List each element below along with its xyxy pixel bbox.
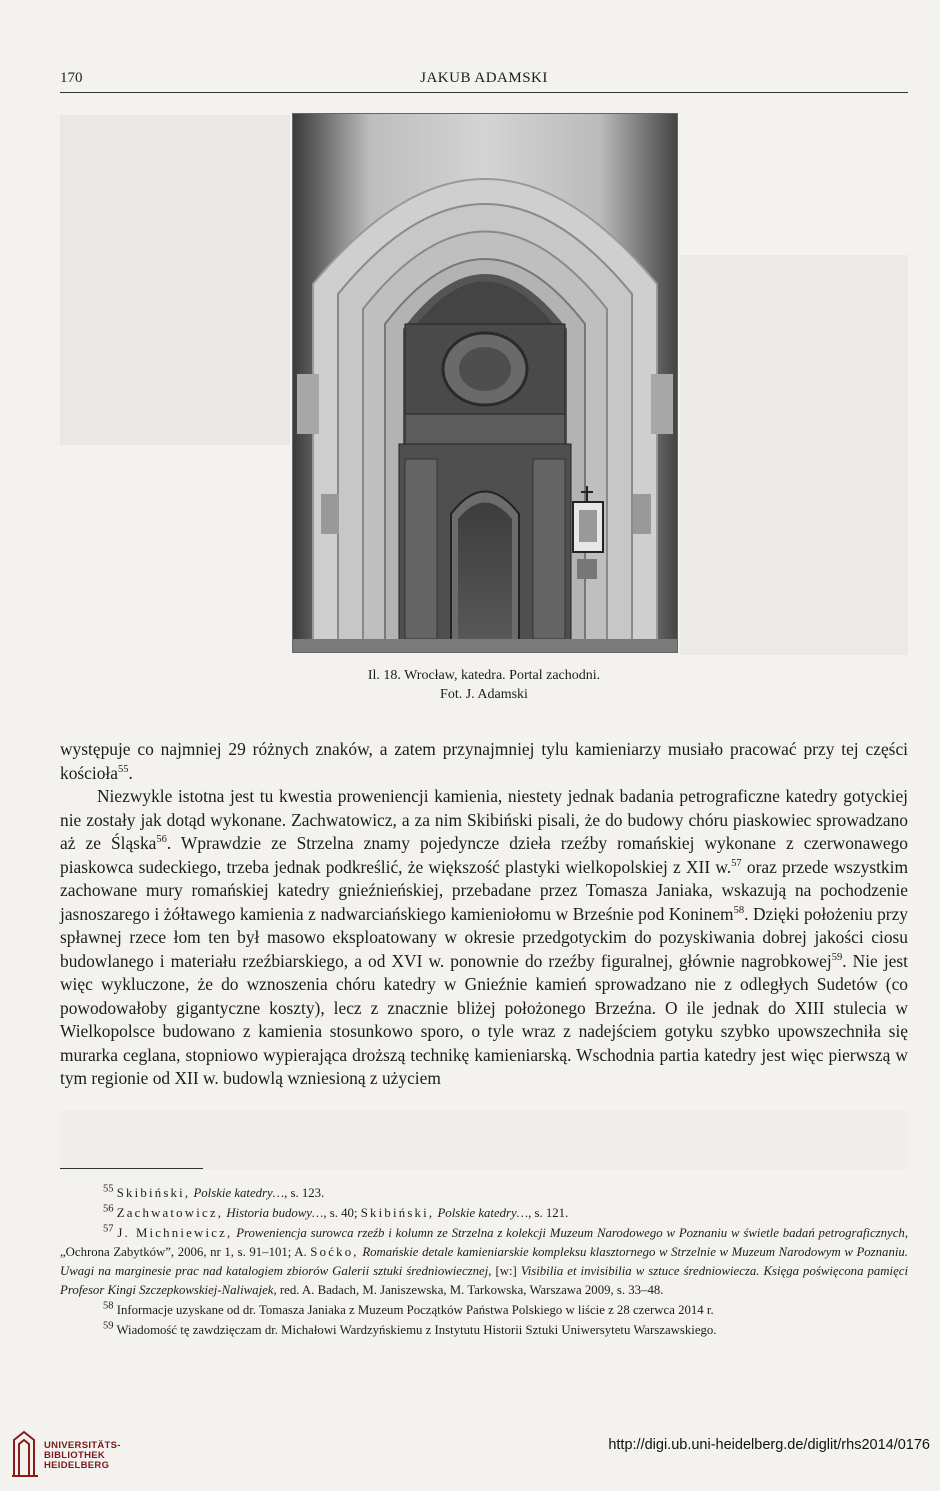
running-head-author: JAKUB ADAMSKI — [420, 70, 548, 86]
page-number: 170 — [60, 70, 83, 86]
footnote-55: $^{55}$ Skibiński, Polskie katedry…, s. 123. — [103, 1183, 325, 1200]
cathedral-portal-photo — [292, 113, 678, 653]
footnote-56: $^{56}$ Zachwatowicz, Historia budowy…, s. 40; Skibiński, Polskie katedry…, s. 121. — [103, 1203, 569, 1220]
paragraph-2: Niezwykle istotna jest tu kwestia proweniencji kamienia, niestety jednak badania petrograficzne katedry gotyckiej nie zostały jak dotąd wykonane. Zachwatowicz, a za nim Skibiński pisali, że do budowy chóru piaskowiec sprowadzano aż ze Śląska$^{56}$. Wprawdzie ze Strzelna znamy pojedyncze dzieła rzeźby romańskiej wykonane z czerwonawego piaskowca sudeckiego, trzeba jednak podkreślić, że większość plastyki wielkopolskiej z XII w.$^{57}$ oraz przede wszystkim zachowane mury romańskiej katedry gnieźnieńskiej, przebadane przez Tomasza Janiaka, wskazują na pochodzenie jasnoszarego i żółtawego kamienia z nadwarciańskiego kamieniołomu w Brześnie pod Koninem$^{58}$. Dzięki położeniu przy spławnej rzece łom ten był masowo eksploatowany w okresie przedgotyckim do pozyskiwania dobrej jakości ciosu budowlanego i materiału rzeźbiarskiego, a od XVI w. ponownie do rzeźby figuralnej, głównie nagrobkowej$^{59}$. Nie jest więc wykluczone, że do wznoszenia chóru katedry w Gnieźnie kamień sprowadzano nie z odległych Sudetów (co powodowałoby gigantyczne koszty), lecz z znacznie bliżej położonego Brzeźna. O ile jednak do XIII stulecia w Wielkopolsce budowano z kamienia stosunkowo sporo, o tyle wraz z nadejściem gotyku szybko upowszechniła się murarka ceglana, stopniowo wypierająca droższą technikę kamieniarską. Wschodnia partia katedry jest więc pierwszą w tym regionie od XII w. budowlą wzniesioną z użyciem — [60, 786, 909, 1088]
footnotes — [60, 1184, 908, 1341]
source-url-link[interactable]: http://digi.ub.uni-heidelberg.de/diglit/rhs2014/0176 — [608, 1437, 930, 1453]
footnote-ref-57: 57 — [731, 857, 742, 869]
footnote-ref-58: 58 — [733, 904, 745, 916]
footnote-57: $^{57}$ J. Michniewicz, Proweniencja surowca rzeźb i kolumn ze Strzelna z kolekcji Muzeum Narodowego w Poznaniu w świetle badań petrograficznych, „Ochrona Zabytków”, 2006, nr 1, s. 91–101; A. Soćko, Romańskie detale kamieniarskie kompleksu klasztornego w Strzelnie w Muzeum Narodowym w Poznaniu. Uwagi na marginesie prac nad katalogiem zbiorów Galerii sztuki średniowiecznej, [w:] Visibilia et invisibilia w sztuce średniowiecza. Księga poświęcona pamięci Profesor Kingi Szczepkowskiej-Naliwajek, red. A. Badach, M. Janiszewska, M. Tarkowska, Warszawa 2009, s. 33–48. — [60, 1223, 909, 1297]
footnote-59: $^{59}$ Wiadomość tę zawdzięczam dr. Michałowi Wardzyńskiemu z Instytutu Historii Sztuki Uniwersytetu Warszawskiego. — [103, 1320, 717, 1337]
footnote-ref-59: 59 — [831, 951, 843, 963]
main-text — [60, 738, 908, 1091]
library-logo-text: UNIVERSITÄTS- BIBLIOTHEK HEIDELBERG — [44, 1440, 121, 1471]
paragraph-1: występuje co najmniej 29 różnych znaków, a zatem przynajmniej tylu kamieniarzy musiało pracować przy tej części kościoła$^{55}$. — [60, 739, 908, 783]
running-header — [60, 70, 908, 93]
figure-caption: Il. 18. Wrocław, katedra. Portal zachodni. — [367, 668, 601, 683]
footnote-58: $^{58}$ Informacje uzyskane od dr. Tomasza Janiaka z Muzeum Początków Państwa Polskiego w liście z 28 czerwca 2014 r. — [103, 1300, 714, 1317]
footnote-ref-56: 56 — [156, 834, 167, 846]
footnote-ref-55: 55 — [117, 763, 129, 775]
footnote-separator — [60, 1168, 203, 1169]
photo-credit: Fot. J. Adamski — [440, 687, 528, 702]
